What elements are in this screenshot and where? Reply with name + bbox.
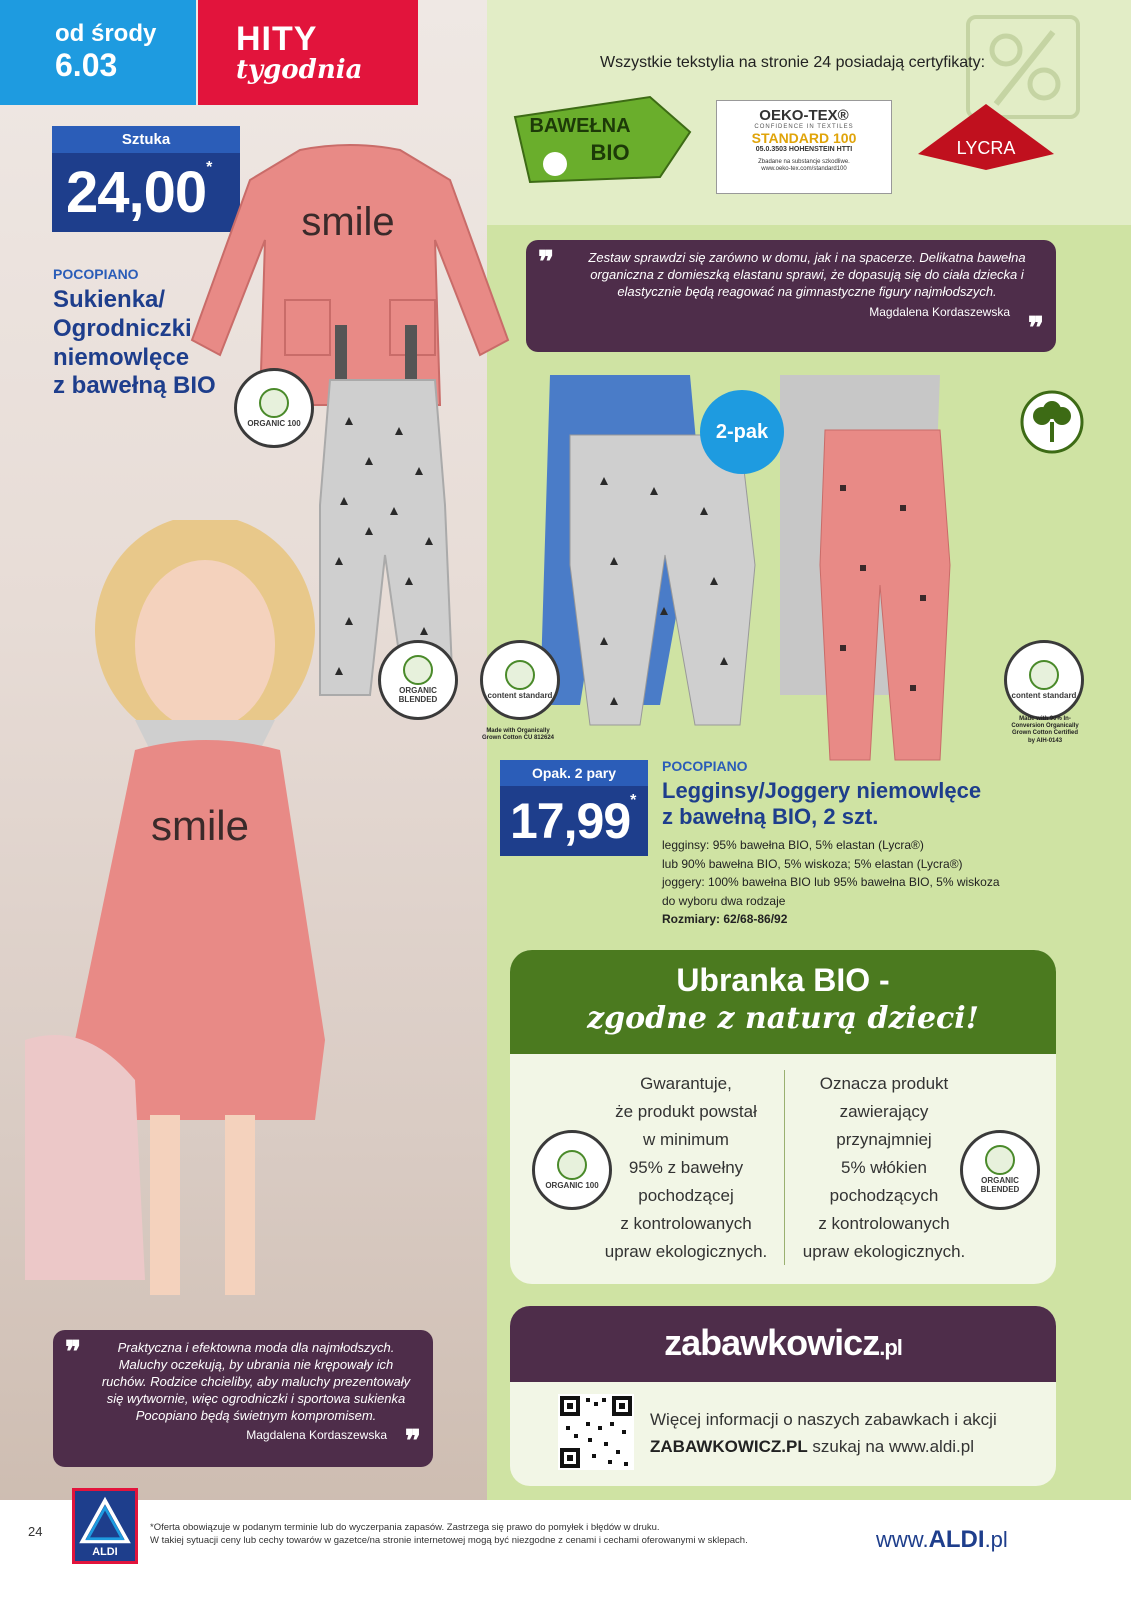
girl-dress-print-text: smile bbox=[150, 802, 250, 849]
product2-brand: POCOPIANO bbox=[662, 758, 748, 774]
product2-title-line: z bawełną BIO, 2 szt. bbox=[662, 804, 879, 830]
oeko-tex-standard: STANDARD 100 bbox=[751, 130, 857, 146]
lycra-label: LYCRA bbox=[956, 138, 1016, 158]
product1-brand: POCOPIANO bbox=[53, 266, 139, 282]
offer-date: 6.03 bbox=[55, 47, 118, 83]
quote-close-icon: ❞ bbox=[404, 1425, 421, 1458]
zabawkowicz-logo[interactable] bbox=[510, 1306, 1056, 1382]
aldi-logo[interactable] bbox=[72, 1488, 138, 1564]
page-number: 24 bbox=[28, 1524, 43, 1539]
bio-left-line: w minimum bbox=[643, 1130, 729, 1150]
bio-left-line: że produkt powstał bbox=[615, 1102, 757, 1122]
organic-100-description bbox=[596, 1070, 776, 1266]
zabawkowicz-info-line1: Więcej informacji o naszych zabawkach i akcji bbox=[650, 1410, 997, 1429]
bio-right-line: z kontrolowanych bbox=[818, 1214, 950, 1234]
bawelna-bio-logo bbox=[510, 92, 695, 187]
quote-box-bottom bbox=[53, 1330, 433, 1467]
product2-title bbox=[662, 778, 981, 831]
footer-disclaimer-line1: *Oferta obowiązuje w podanym terminie lub do wyczerpania zapasów. Zastrzega się prawo do pomyłek i błędów w druku. bbox=[150, 1522, 660, 1533]
organic-blended-description bbox=[794, 1070, 974, 1266]
pants-note-right: Made with 90% In-Conversion Organically Grown Cotton Certified by AIH-0143 bbox=[1011, 716, 1079, 744]
oeko-tex-url: www.oeko-tex.com/standard100 bbox=[761, 166, 847, 173]
bio-box-divider bbox=[784, 1070, 785, 1265]
www-prefix: www. bbox=[876, 1527, 929, 1552]
organic-100-standard-label: content standard bbox=[487, 690, 553, 700]
bio-label: BIO bbox=[590, 140, 630, 165]
bio-right-line: 5% włókien bbox=[841, 1158, 927, 1178]
quote-close-icon: ❞ bbox=[1027, 312, 1044, 345]
product2-title-line: Legginsy/Joggery niemowlęce bbox=[662, 778, 982, 803]
organic-100-badge-pants bbox=[480, 640, 560, 720]
product1-price-star: * bbox=[206, 159, 212, 176]
zabawkowicz-info-rest: szukaj na www.aldi.pl bbox=[807, 1437, 975, 1457]
bio-box-subtitle: zgodne z naturą dzieci! bbox=[587, 1001, 979, 1036]
aldi-website-link[interactable] bbox=[876, 1526, 1008, 1554]
leaf-icon bbox=[259, 388, 289, 418]
pants-note-left: Made with Organically Grown Cotton CU 812624 bbox=[481, 728, 554, 742]
bio-right-line: przynajmniej bbox=[836, 1130, 932, 1150]
leaf-icon bbox=[1029, 660, 1059, 690]
quote-top-author: Magdalena Kordaszewska bbox=[869, 304, 1010, 319]
product1-title-line: z bawełną BIO bbox=[53, 372, 216, 400]
product2-description bbox=[662, 836, 1000, 929]
bio-right-line: Oznacza produkt bbox=[819, 1074, 949, 1093]
bawelna-label: BAWEŁNA bbox=[529, 115, 631, 137]
oeko-tex-title: OEKO-TEX® bbox=[759, 107, 849, 124]
bio-left-line: pochodzącej bbox=[638, 1186, 734, 1206]
offer-date-prefix: od środy bbox=[55, 20, 157, 47]
organic-blended-label: ORGANIC BLENDED bbox=[398, 686, 438, 704]
organic-100-badge bbox=[234, 368, 314, 448]
product2-desc-line: joggery: 100% bawełna BIO lub 95% bawełna BIO, 5% wiskoza bbox=[662, 875, 1000, 890]
organic-100-label: ORGANIC 100 bbox=[247, 418, 301, 428]
hity-label: HITY bbox=[236, 20, 318, 58]
organic-blended-standard-label: content standard bbox=[1011, 690, 1077, 700]
product2-desc-line: do wyboru dwa rodzaje bbox=[662, 893, 786, 908]
oeko-tex-logo bbox=[716, 100, 892, 194]
bio-left-line: z kontrolowanych bbox=[620, 1214, 752, 1234]
qr-code-icon[interactable] bbox=[558, 1394, 634, 1470]
oeko-tex-note: Zbadane na substancje szkodliwe. bbox=[758, 159, 850, 165]
product2-desc-line: legginsy: 95% bawełna BIO, 5% elastan (Lycra®) bbox=[662, 838, 924, 852]
quote-bottom-text: Praktyczna i efektowna moda dla najmłodszych. Maluchy oczekują, by ubrania nie krępowały ich ruchów. Rodzice chcieliby, aby maluchy prezentowały się wytwornie, więc ogrodniczki i sportowa sukienka Pocopiano będą świetnym kompromisem. bbox=[101, 1340, 411, 1423]
bio-box-header bbox=[510, 950, 1056, 1054]
organic-blended-badge-info bbox=[960, 1130, 1040, 1210]
zabawkowicz-link[interactable]: ZABAWKOWICZ.PL bbox=[650, 1437, 808, 1457]
dress-print-text: smile bbox=[301, 200, 395, 244]
quote-bottom-author: Magdalena Kordaszewska bbox=[246, 1428, 387, 1443]
offer-date-badge bbox=[0, 0, 196, 105]
bio-info-box bbox=[510, 950, 1056, 1284]
product2-sizes: Rozmiary: 62/68-86/92 bbox=[662, 912, 788, 927]
product2-unit: Opak. 2 pary bbox=[500, 760, 648, 786]
quote-open-icon: ❞ bbox=[538, 246, 555, 279]
certificates-intro: Wszystkie tekstylia na stronie 24 posiadają certyfikaty: bbox=[600, 54, 986, 71]
www-brand: ALDI bbox=[928, 1526, 985, 1553]
lycra-logo bbox=[918, 104, 1054, 174]
aldi-logo-text: ALDI bbox=[92, 1546, 118, 1559]
footer-disclaimer bbox=[150, 1522, 748, 1548]
cotton-flower-icon bbox=[1020, 390, 1084, 454]
bio-box-title: Ubranka BIO - bbox=[676, 962, 890, 998]
girl-in-dress-photo bbox=[25, 520, 385, 1320]
product1-unit: Sztuka bbox=[52, 126, 240, 153]
product1-title-line: Ogrodniczki bbox=[53, 314, 192, 342]
zabawkowicz-info bbox=[650, 1406, 997, 1460]
leaf-icon bbox=[505, 660, 535, 690]
product1-title-line: Sukienka/ bbox=[53, 286, 166, 313]
quote-top-text: Zestaw sprawdzi się zarówno w domu, jak i na spacerze. Delikatna bawełna organiczna z domieszką elastanu sprawi, że dopasują się do ciała dziecka i elastycznie będą reagować na gimnastyczne figury najmłodszych. bbox=[588, 250, 1026, 299]
product2-price bbox=[500, 786, 648, 856]
bio-right-line: pochodzących bbox=[829, 1186, 939, 1206]
zabawkowicz-logo-text: zabawkowicz bbox=[664, 1322, 880, 1363]
quote-open-icon: ❞ bbox=[65, 1336, 82, 1369]
product2-price-star: * bbox=[630, 792, 636, 809]
leaf-icon bbox=[403, 655, 433, 685]
organic-blended-badge-pants bbox=[1004, 640, 1084, 720]
product2-price-box bbox=[500, 760, 648, 856]
two-pack-badge: 2-pak bbox=[700, 390, 784, 474]
product2-price-value: 17,99 bbox=[510, 793, 631, 849]
bio-right-line: upraw ekologicznych. bbox=[802, 1242, 966, 1262]
tygodnia-label: tygodnia bbox=[236, 55, 363, 85]
organic-blended-label: ORGANIC BLENDED bbox=[980, 1176, 1020, 1194]
organic-100-label: ORGANIC 100 bbox=[545, 1180, 599, 1190]
product2-desc-line: lub 90% bawełna BIO, 5% wiskoza; 5% elastan (Lycra®) bbox=[662, 856, 963, 871]
leaf-icon bbox=[985, 1145, 1015, 1175]
zabawkowicz-box bbox=[510, 1306, 1056, 1486]
leaf-icon bbox=[557, 1150, 587, 1180]
bio-left-line: Gwarantuje, bbox=[640, 1074, 732, 1093]
footer-disclaimer-line2: W takiej sytuacji ceny lub cechy towarów w gazetce/na stronie internetowej mogą być niezgodne z cenami i cechami oferowanymi w sklepach. bbox=[150, 1534, 748, 1546]
bio-left-line: upraw ekologicznych. bbox=[604, 1242, 768, 1262]
hity-tygodnia-badge bbox=[198, 0, 418, 105]
www-suffix: .pl bbox=[984, 1527, 1008, 1552]
oeko-tex-number: 05.0.3503 HOHENSTEIN HTTI bbox=[755, 146, 853, 153]
zabawkowicz-logo-pl: .pl bbox=[879, 1335, 902, 1360]
bio-right-line: zawierający bbox=[839, 1102, 929, 1122]
product1-title-line: niemowlęce bbox=[53, 343, 190, 371]
bio-left-line: 95% z bawełny bbox=[628, 1158, 744, 1178]
quote-box-top bbox=[526, 240, 1056, 352]
oeko-tex-tagline: CONFIDENCE IN TEXTILES bbox=[754, 124, 854, 130]
product1-price-value: 24,00 bbox=[66, 160, 207, 225]
zabawkowicz-info-line2 bbox=[650, 1433, 997, 1460]
organic-blended-badge bbox=[378, 640, 458, 720]
